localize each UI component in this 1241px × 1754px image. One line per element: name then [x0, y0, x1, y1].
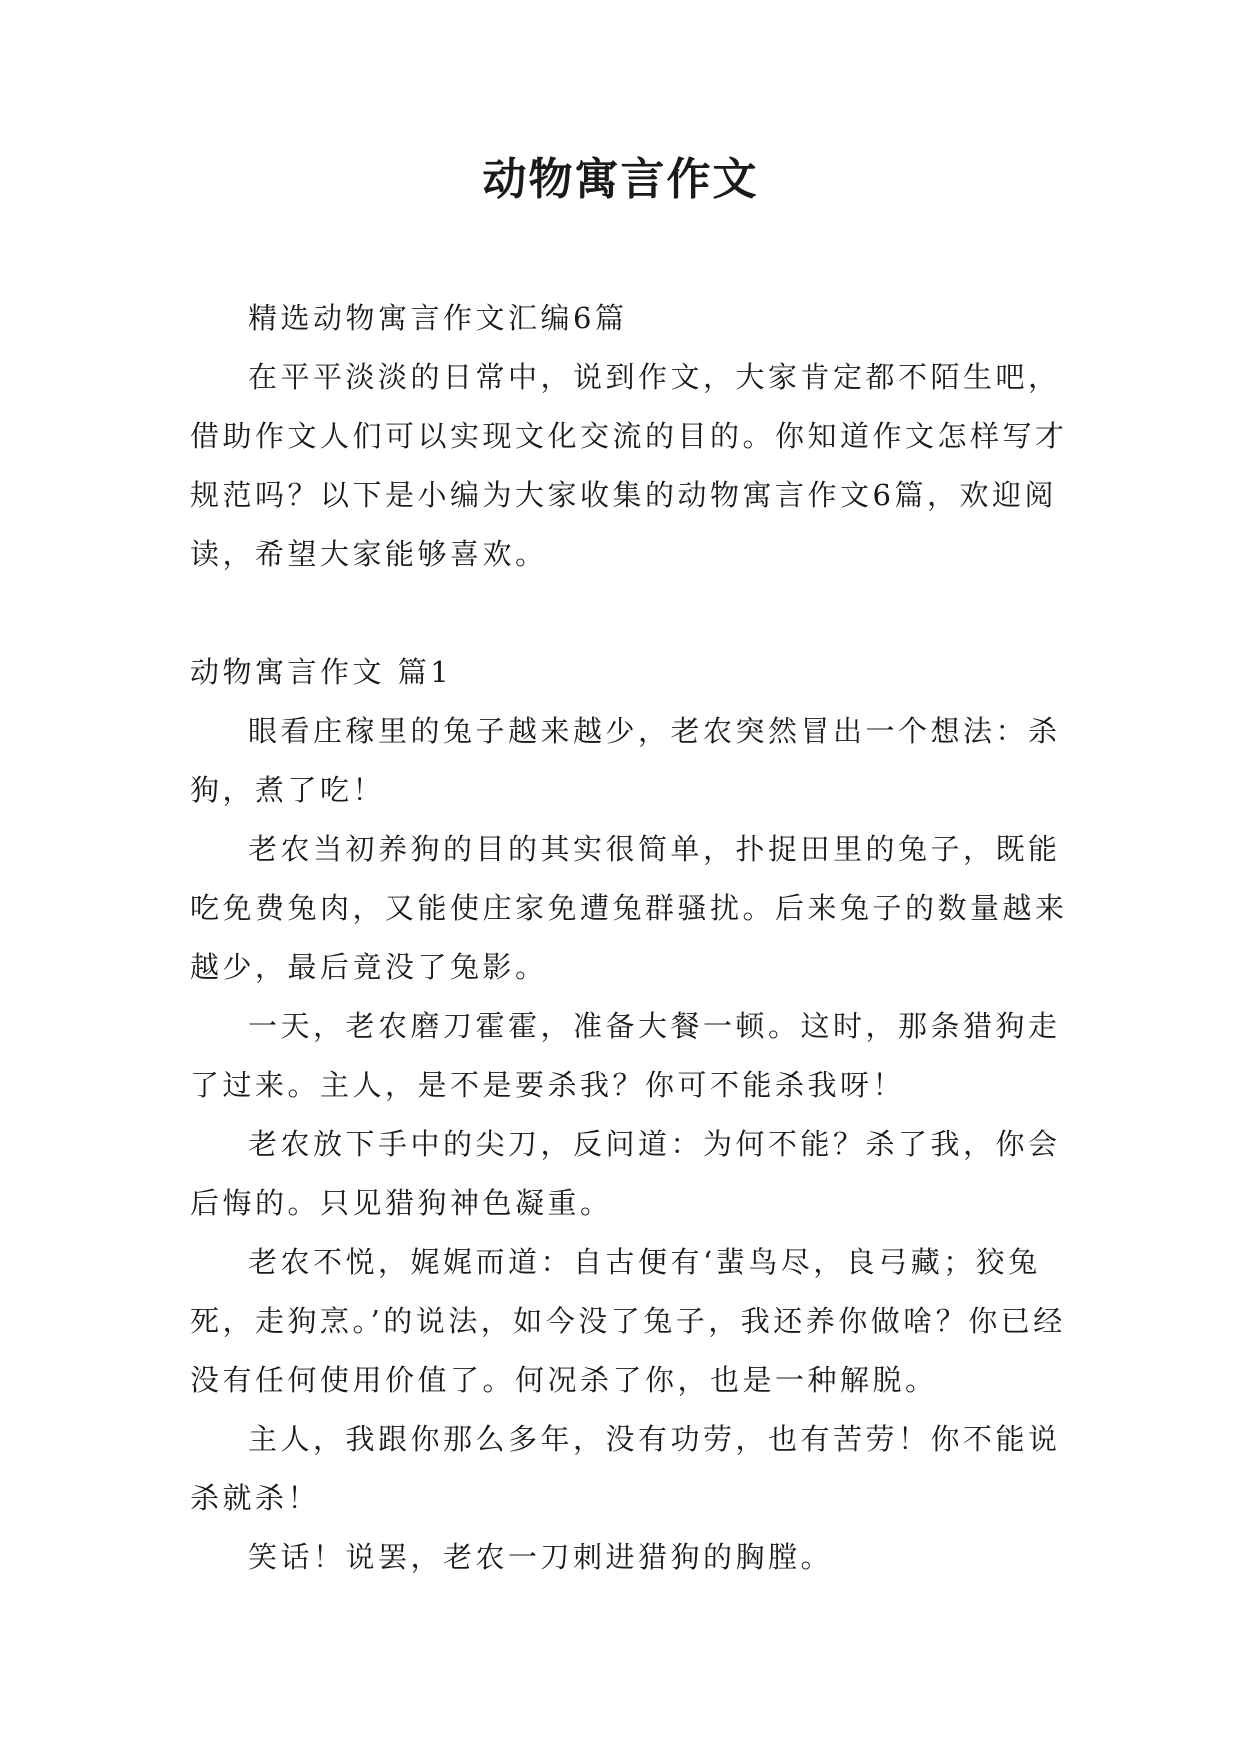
story-paragraph: 眼看庄稼里的兔子越来越少，老农突然冒出一个想法：杀狗，煮了吃！ — [190, 714, 1061, 807]
section-heading: 动物寓言作文 篇1 — [190, 655, 453, 689]
story-paragraph: 老农不悦，娓娓而道：自古便有‘蜚鸟尽，良弓藏；狡兔死，走狗烹。’的说法，如今没了兔子，我还养你做啥？你已经没有任何使用价值了。何况杀了你，也是一种解脱。 — [190, 1245, 1066, 1397]
intro-subtitle: 精选动物寓言作文汇编6篇 — [248, 301, 628, 335]
story-paragraph: 笑话！说罢，老农一刀刺进猎狗的胸膛。 — [248, 1540, 834, 1574]
story-paragraph: 老农放下手中的尖刀，反问道：为何不能？杀了我，你会后悔的。只见猎狗神色凝重。 — [190, 1127, 1061, 1220]
document-title: 动物寓言作文 — [482, 154, 759, 205]
intro-paragraph: 在平平淡淡的日常中，说到作文，大家肯定都不陌生吧，借助作文人们可以实现文化交流的目的。你知道作文怎样写才规范吗？以下是小编为大家收集的动物寓言作文6篇，欢迎阅读，希望大家能够喜欢。 — [190, 360, 1068, 571]
story-paragraph: 一天，老农磨刀霍霍，准备大餐一顿。这时，那条猎狗走了过来。主人，是不是要杀我？你可不能杀我呀！ — [190, 1009, 1061, 1102]
story-paragraph: 老农当初养狗的目的其实很简单，扑捉田里的兔子，既能吃免费兔肉，又能使庄家免遭兔群骚扰。后来兔子的数量越来越少，最后竟没了兔影。 — [190, 832, 1068, 984]
story-paragraph: 主人，我跟你那么多年，没有功劳，也有苦劳！你不能说杀就杀！ — [190, 1422, 1061, 1515]
document-body — [190, 289, 1070, 1587]
